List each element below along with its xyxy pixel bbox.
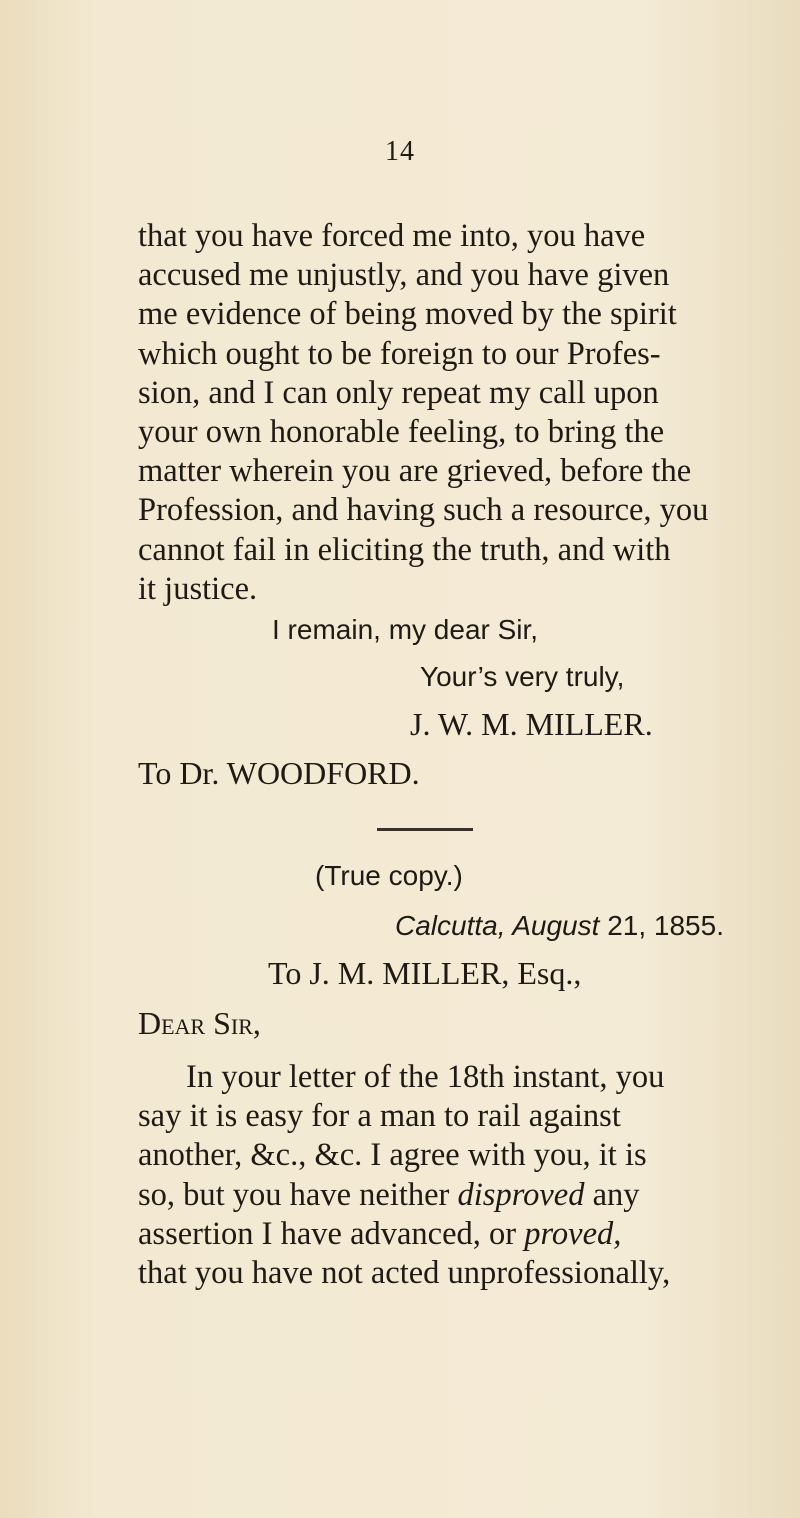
letter-body-paragraph [138, 217, 778, 609]
addressee: To Dr. WOODFORD. [138, 755, 420, 791]
section-divider [377, 828, 473, 831]
text-line: Profession, and having such a resource, you [138, 492, 709, 529]
salutation: Dear Sir, [138, 1005, 261, 1041]
date-text: 21, 1855. [607, 910, 724, 941]
letter-recipient: To J. M. MILLER, Esq., [268, 955, 582, 991]
place-text: Calcutta, August [395, 910, 600, 941]
text-line: accused me unjustly, and you have given [138, 257, 670, 294]
text-line: matter wherein you are grieved, before the [138, 453, 692, 490]
text-line: it justice. [138, 570, 258, 607]
italic-text: disproved [457, 1176, 585, 1213]
text-line: that you have forced me into, you have [138, 218, 646, 254]
text-line: sion, and I can only repeat my call upon [138, 374, 659, 411]
signature: J. W. M. MILLER. [410, 706, 653, 742]
text-line [138, 1176, 778, 1215]
text-line: another, &c., &c. I agree with you, it is [138, 1137, 647, 1174]
text-line: say it is easy for a man to rail against [138, 1098, 621, 1135]
text-line: In your letter of the 18th instant, you [186, 1059, 665, 1095]
closing-line: I remain, my dear Sir, [272, 614, 539, 645]
text-fragment: so, but you have neither [138, 1176, 450, 1213]
text-line: which ought to be foreign to our Profes- [138, 335, 661, 372]
text-fragment: assertion I have advanced, or [138, 1215, 517, 1252]
italic-text: proved, [524, 1215, 622, 1252]
text-fragment: any [592, 1176, 640, 1213]
page-number: 14 [385, 136, 415, 167]
text-line: your own honorable feeling, to bring the [138, 414, 665, 451]
text-line [138, 1215, 778, 1254]
text-line: cannot fail in eliciting the truth, and with [138, 531, 671, 568]
text-line: that you have not acted unprofessionally, [138, 1255, 671, 1292]
text-line: me evidence of being moved by the spirit [138, 296, 677, 333]
closing-valediction: Your’s very truly, [420, 661, 625, 692]
letter-body-paragraph-2 [138, 1058, 778, 1293]
true-copy-note: (True copy.) [315, 860, 463, 891]
letter-place [395, 910, 724, 942]
